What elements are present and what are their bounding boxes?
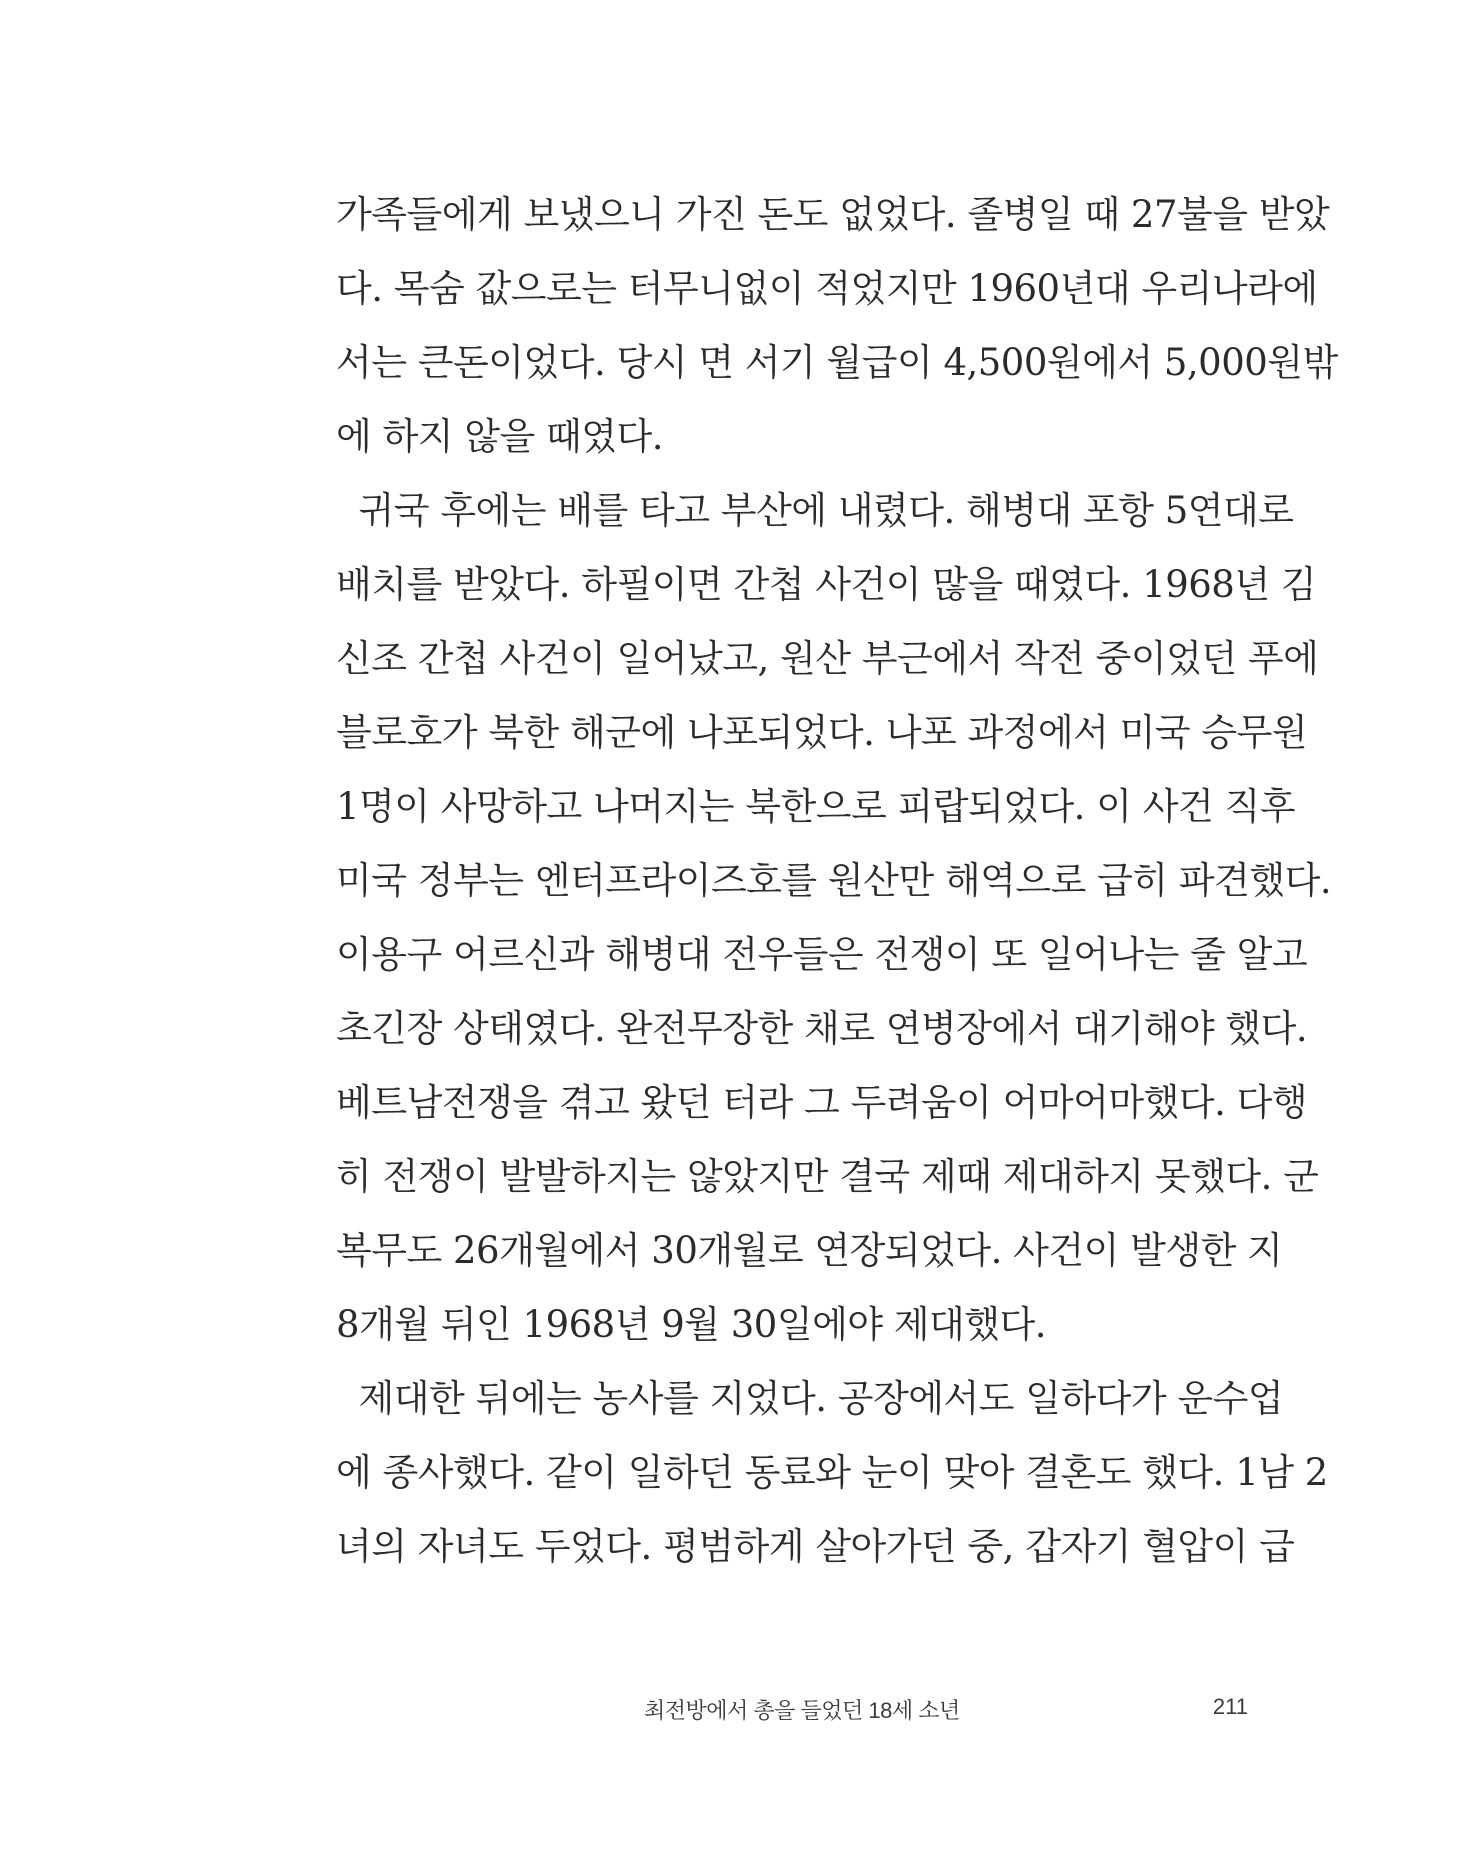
text-line: 히 전쟁이 발발하지는 않았지만 결국 제때 제대하지 못했다. 군 bbox=[336, 1155, 1319, 1198]
text-line: 베트남전쟁을 겪고 왔던 터라 그 두려움이 어마어마했다. 다행 bbox=[336, 1081, 1308, 1124]
text-line: 서는 큰돈이었다. 당시 면 서기 월급이 4,500원에서 5,000원밖 bbox=[336, 341, 1338, 384]
text-line: 초긴장 상태였다. 완전무장한 채로 연병장에서 대기해야 했다. bbox=[336, 1007, 1308, 1050]
page-number: 211 bbox=[1212, 1694, 1248, 1719]
body-text bbox=[336, 178, 1338, 1584]
text-line: 이용구 어르신과 해병대 전우들은 전쟁이 또 일어나는 줄 알고 bbox=[336, 933, 1308, 976]
paragraph-1 bbox=[336, 178, 1338, 474]
text-line: 블로호가 북한 해군에 나포되었다. 나포 과정에서 미국 승무원 bbox=[336, 711, 1308, 754]
text-line: 8개월 뒤인 1968년 9월 30일에야 제대했다. bbox=[336, 1303, 1047, 1346]
text-line: 미국 정부는 엔터프라이즈호를 원산만 해역으로 급히 파견했다. bbox=[336, 859, 1332, 902]
paragraph-2 bbox=[336, 474, 1332, 1362]
page-footer bbox=[336, 1690, 1248, 1730]
text-line: 다. 목숨 값으로는 터무니없이 적었지만 1960년대 우리나라에 bbox=[336, 267, 1318, 310]
text-line: 가족들에게 보냈으니 가진 돈도 없었다. 졸병일 때 27불을 받았 bbox=[336, 193, 1330, 236]
running-title: 최전방에서 총을 들었던 18세 소년 bbox=[644, 1698, 960, 1723]
text-line: 귀국 후에는 배를 타고 부산에 내렸다. 해병대 포항 5연대로 bbox=[336, 489, 1294, 532]
text-line: 배치를 받았다. 하필이면 간첩 사건이 많을 때였다. 1968년 김 bbox=[336, 563, 1317, 606]
paragraph-3 bbox=[336, 1362, 1328, 1584]
text-line: 신조 간첩 사건이 일어났고, 원산 부근에서 작전 중이었던 푸에 bbox=[336, 637, 1319, 680]
text-line: 복무도 26개월에서 30개월로 연장되었다. 사건이 발생한 지 bbox=[336, 1229, 1283, 1272]
text-line: 녀의 자녀도 두었다. 평범하게 살아가던 중, 갑자기 혈압이 급 bbox=[336, 1525, 1295, 1568]
text-line: 에 종사했다. 같이 일하던 동료와 눈이 맞아 결혼도 했다. 1남 2 bbox=[336, 1451, 1328, 1494]
text-line: 1명이 사망하고 나머지는 북한으로 피랍되었다. 이 사건 직후 bbox=[336, 785, 1295, 828]
text-line: 에 하지 않을 때였다. bbox=[336, 415, 663, 458]
text-line: 제대한 뒤에는 농사를 지었다. 공장에서도 일하다가 운수업 bbox=[336, 1377, 1284, 1420]
